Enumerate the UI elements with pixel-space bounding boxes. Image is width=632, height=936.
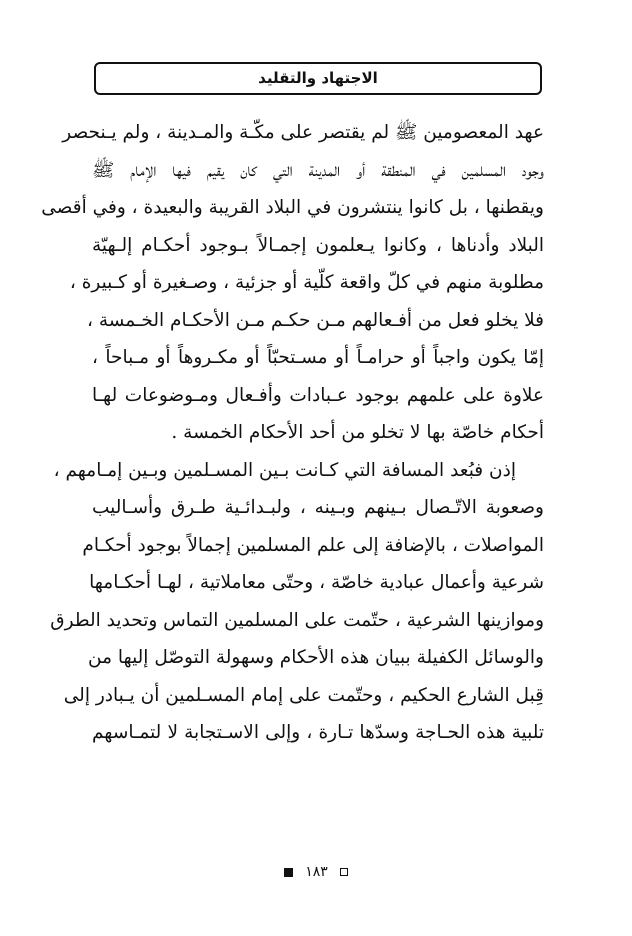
text-line: ويقطنها ، بل كانوا ينتشرون في البلاد القريبة والبعيدة ، وفي أقصى [41, 197, 544, 218]
text-line: أحكام خاصّة بها لا تخلو من أحد الأحكام الخمسة . [171, 422, 544, 443]
text-line: قِبل الشارع الحكيم ، وحتّمت على إمام المسـلمين أن يـبادر إلى [63, 684, 544, 706]
text-line: البلاد وأدناها ، وكانوا يـعلمون إجمـالاً بـوجود أحكـام إلـهيّة [92, 234, 544, 256]
text-line: والوسائل الكفيلة ببيان هذه الأحكام وسهولة التوصّل إليها من [88, 647, 544, 668]
page-footer [0, 862, 632, 882]
running-header-box [94, 62, 542, 95]
running-header-title: الاجتهاد والتقليد [258, 69, 378, 87]
paragraph-first-line: إذن فبُعد المسافة التي كـانت بـين المسـلمين وبـين إمـامهم ، [53, 459, 516, 481]
text-line: وجود المسلمين في المنطقة أو المدينة التي كان يقيم فيها الإمام ﷺ [92, 159, 544, 181]
text-line: فلا يخلو فعل من أفـعالهم مـن حكـم مـن الأحكـام الخـمسة ، [87, 309, 544, 331]
text-line: عهد المعصومين ﷺ لم يقتصر على مكّـة والمـدينة ، ولم يـنحصر [62, 122, 544, 143]
text-line: المواصلات ، بالإضافة إلى علم المسلمين إجمالاً بوجود أحكـام [82, 534, 544, 556]
filled-square-icon [284, 868, 293, 877]
text-line: إمّا يكون واجباً أو حرامـاً أو مسـتحبّاً أو مكـروهاً أو مـباحاً ، [92, 347, 544, 368]
text-line: علاوة على علمهم بوجود عـبادات وأفـعال ومـوضوعات لهـا [92, 384, 544, 406]
text-line: وصعوبة الاتّـصال بـينهم وبـينه ، ولبـدائـية طـرق وأسـاليب [92, 497, 544, 518]
text-line: شرعية وأعمال عبادية خاصّة ، وحتّى معاملاتية ، لهـا أحكـامها [89, 572, 544, 593]
text-line: تلبية هذه الحـاجة وسدّها تـارة ، وإلى الاسـتجابة لا لتمـاسهم [92, 722, 544, 743]
page-body-text [41, 114, 544, 814]
page-number: ١٨٣ [305, 864, 328, 880]
empty-square-icon [340, 868, 348, 876]
text-line: وموازينها الشرعية ، حتّمت على المسلمين التماس وتحديد الطرق [50, 609, 544, 631]
text-line: مطلوبة منهم في كلّ واقعة كلّية أو جزئية ، وصـغيرة أو كـبيرة ، [69, 272, 544, 293]
